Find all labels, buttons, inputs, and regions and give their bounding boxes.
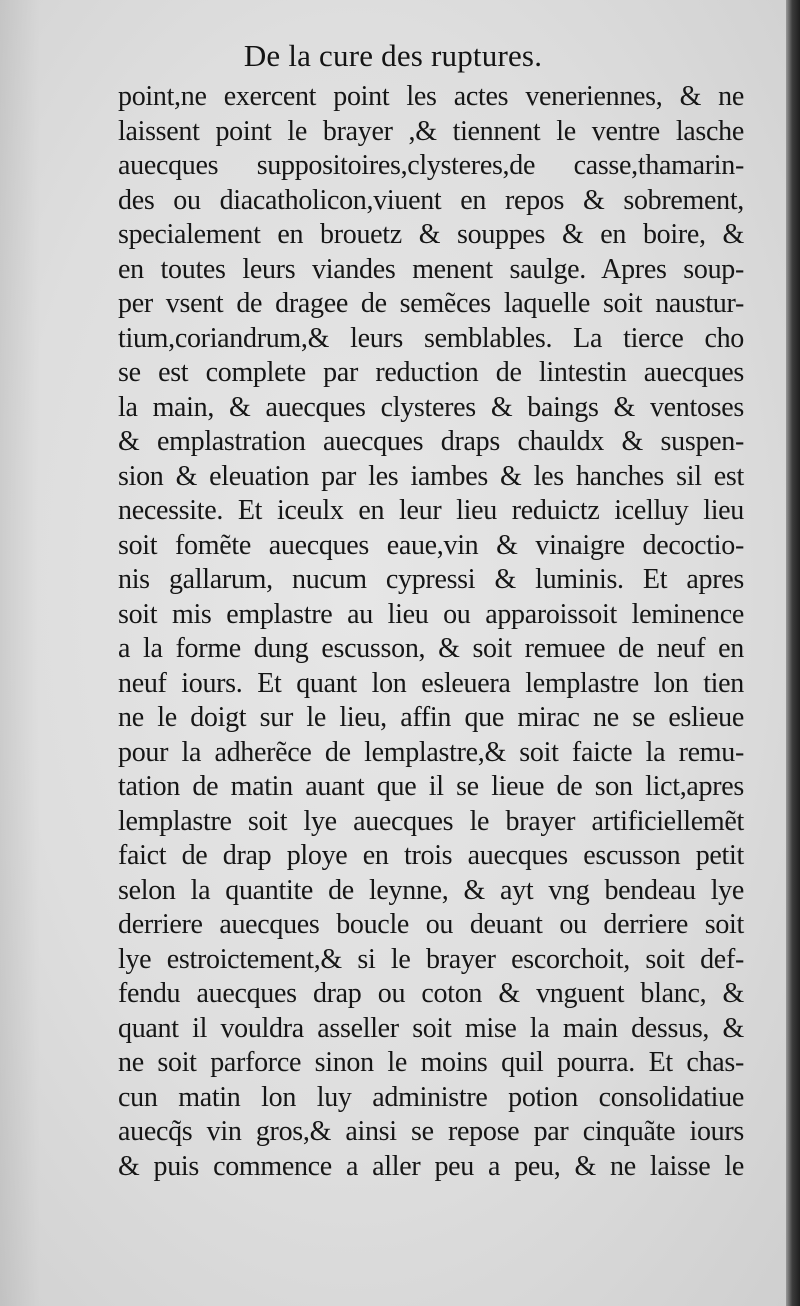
text-line-7: per vsent de dragee de semẽces laquelle soit naustur-: [118, 288, 744, 319]
text-line-24: selon la quantite de leynne, & ayt vng bendeau lye: [118, 874, 744, 906]
text-line-12: sion & eleuation par les iambes & les hanches sil est: [118, 460, 744, 492]
text-line-28: quant il vouldra asseller soit mise la main dessus, &: [118, 1012, 744, 1044]
text-line-4: des ou diacatholicon,viuent en repos & sobrement,: [118, 184, 744, 216]
text-line-14: soit fomẽte auecques eaue,vin & vinaigre decoctio-: [118, 529, 744, 561]
text-line-3: auecques suppositoires,clysteres,de casse,thamarin-: [118, 150, 744, 181]
text-line-29: ne soit parforce sinon le moins quil pourra. Et chas-: [118, 1047, 744, 1078]
text-line-15: nis gallarum, nucum cypressi & luminis. Et apres: [118, 564, 744, 595]
gutter-shadow: [0, 0, 40, 1306]
text-line-31: auecq̃s vin gros,& ainsi se repose par cinquãte iours: [118, 1116, 744, 1147]
text-line-10: la main, & auecques clysteres & baings & ventoses: [118, 391, 744, 423]
text-line-2: laissent point le brayer ,& tiennent le ventre lasche: [118, 115, 744, 147]
page-edge: [786, 0, 800, 1306]
text-line-5: specialement en brouetz & souppes & en boire, &: [118, 219, 744, 250]
text-line-18: neuf iours. Et quant lon esleuera lemplastre lon tien: [118, 667, 744, 699]
text-line-6: en toutes leurs viandes menent saulge. Apres soup-: [118, 253, 744, 285]
text-line-26: lye estroictement,& si le brayer escorchoit, soit def-: [118, 943, 744, 975]
text-line-1: point,ne exercent point les actes veneriennes, & ne: [118, 81, 744, 112]
text-line-25: derriere auecques boucle ou deuant ou derriere soit: [118, 909, 744, 940]
text-line-32: & puis commence a aller peu a peu, & ne laisse le: [118, 1150, 744, 1182]
text-line-9: se est complete par reduction de lintestin auecques: [118, 357, 744, 388]
text-line-17: a la forme dung escusson, & soit remuee de neuf en: [118, 633, 744, 664]
body-text: [118, 80, 744, 1184]
text-line-13: necessite. Et iceulx en leur lieu reduictz icelluy lieu: [118, 495, 744, 526]
text-line-16: soit mis emplastre au lieu ou apparoissoit leminence: [118, 598, 744, 630]
text-line-21: tation de matin auant que il se lieue de son lict,apres: [118, 771, 744, 802]
text-line-30: cun matin lon luy administre potion consolidatiue: [118, 1081, 744, 1113]
text-line-22: lemplastre soit lye auecques le brayer artificiellemẽt: [118, 805, 744, 837]
text-line-27: fendu auecques drap ou coton & vnguent blanc, &: [118, 978, 744, 1009]
text-line-8: tium,coriandrum,& leurs semblables. La tierce cho: [118, 322, 744, 354]
text-line-11: & emplastration auecques draps chauldx & suspen-: [118, 426, 744, 457]
running-head: De la cure des ruptures.: [243, 38, 543, 73]
text-line-20: pour la adherẽce de lemplastre,& soit faicte la remu-: [118, 736, 744, 768]
text-line-23: faict de drap ploye en trois auecques escusson petit: [118, 840, 744, 871]
text-line-19: ne le doigt sur le lieu, affin que mirac ne se eslieue: [118, 702, 744, 733]
